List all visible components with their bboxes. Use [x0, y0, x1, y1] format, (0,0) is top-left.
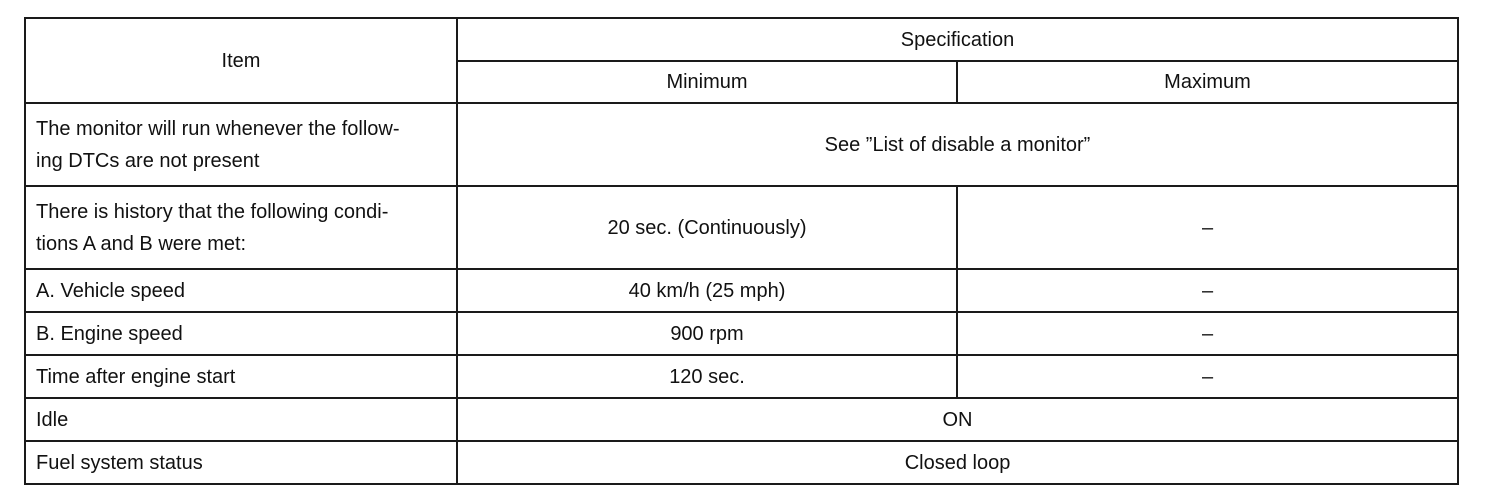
header-maximum: Maximum [957, 61, 1458, 103]
row-spec-span: Closed loop [457, 441, 1458, 484]
row-item: A. Vehicle speed [25, 269, 457, 312]
header-row-1 [25, 18, 1458, 61]
header-item: Item [25, 18, 457, 103]
table-row [25, 186, 1458, 269]
table-row [25, 312, 1458, 355]
row-maximum: – [957, 186, 1458, 269]
table-row [25, 398, 1458, 441]
row-item: Time after engine start [25, 355, 457, 398]
header-specification: Specification [457, 18, 1458, 61]
row-minimum: 900 rpm [457, 312, 957, 355]
table-row [25, 441, 1458, 484]
row-item: The monitor will run whenever the follow- ing DTCs are not present [25, 103, 457, 186]
row-spec-span: ON [457, 398, 1458, 441]
specification-table [24, 17, 1459, 485]
header-minimum: Minimum [457, 61, 957, 103]
row-minimum: 40 km/h (25 mph) [457, 269, 957, 312]
row-item: B. Engine speed [25, 312, 457, 355]
row-item: Idle [25, 398, 457, 441]
row-spec-span: See ”List of disable a monitor” [457, 103, 1458, 186]
row-item: Fuel system status [25, 441, 457, 484]
row-maximum: – [957, 312, 1458, 355]
table-row [25, 355, 1458, 398]
row-item: There is history that the following condi- tions A and B were met: [25, 186, 457, 269]
row-minimum: 20 sec. (Continuously) [457, 186, 957, 269]
table-row [25, 103, 1458, 186]
row-minimum: 120 sec. [457, 355, 957, 398]
row-maximum: – [957, 269, 1458, 312]
table-row [25, 269, 1458, 312]
row-maximum: – [957, 355, 1458, 398]
